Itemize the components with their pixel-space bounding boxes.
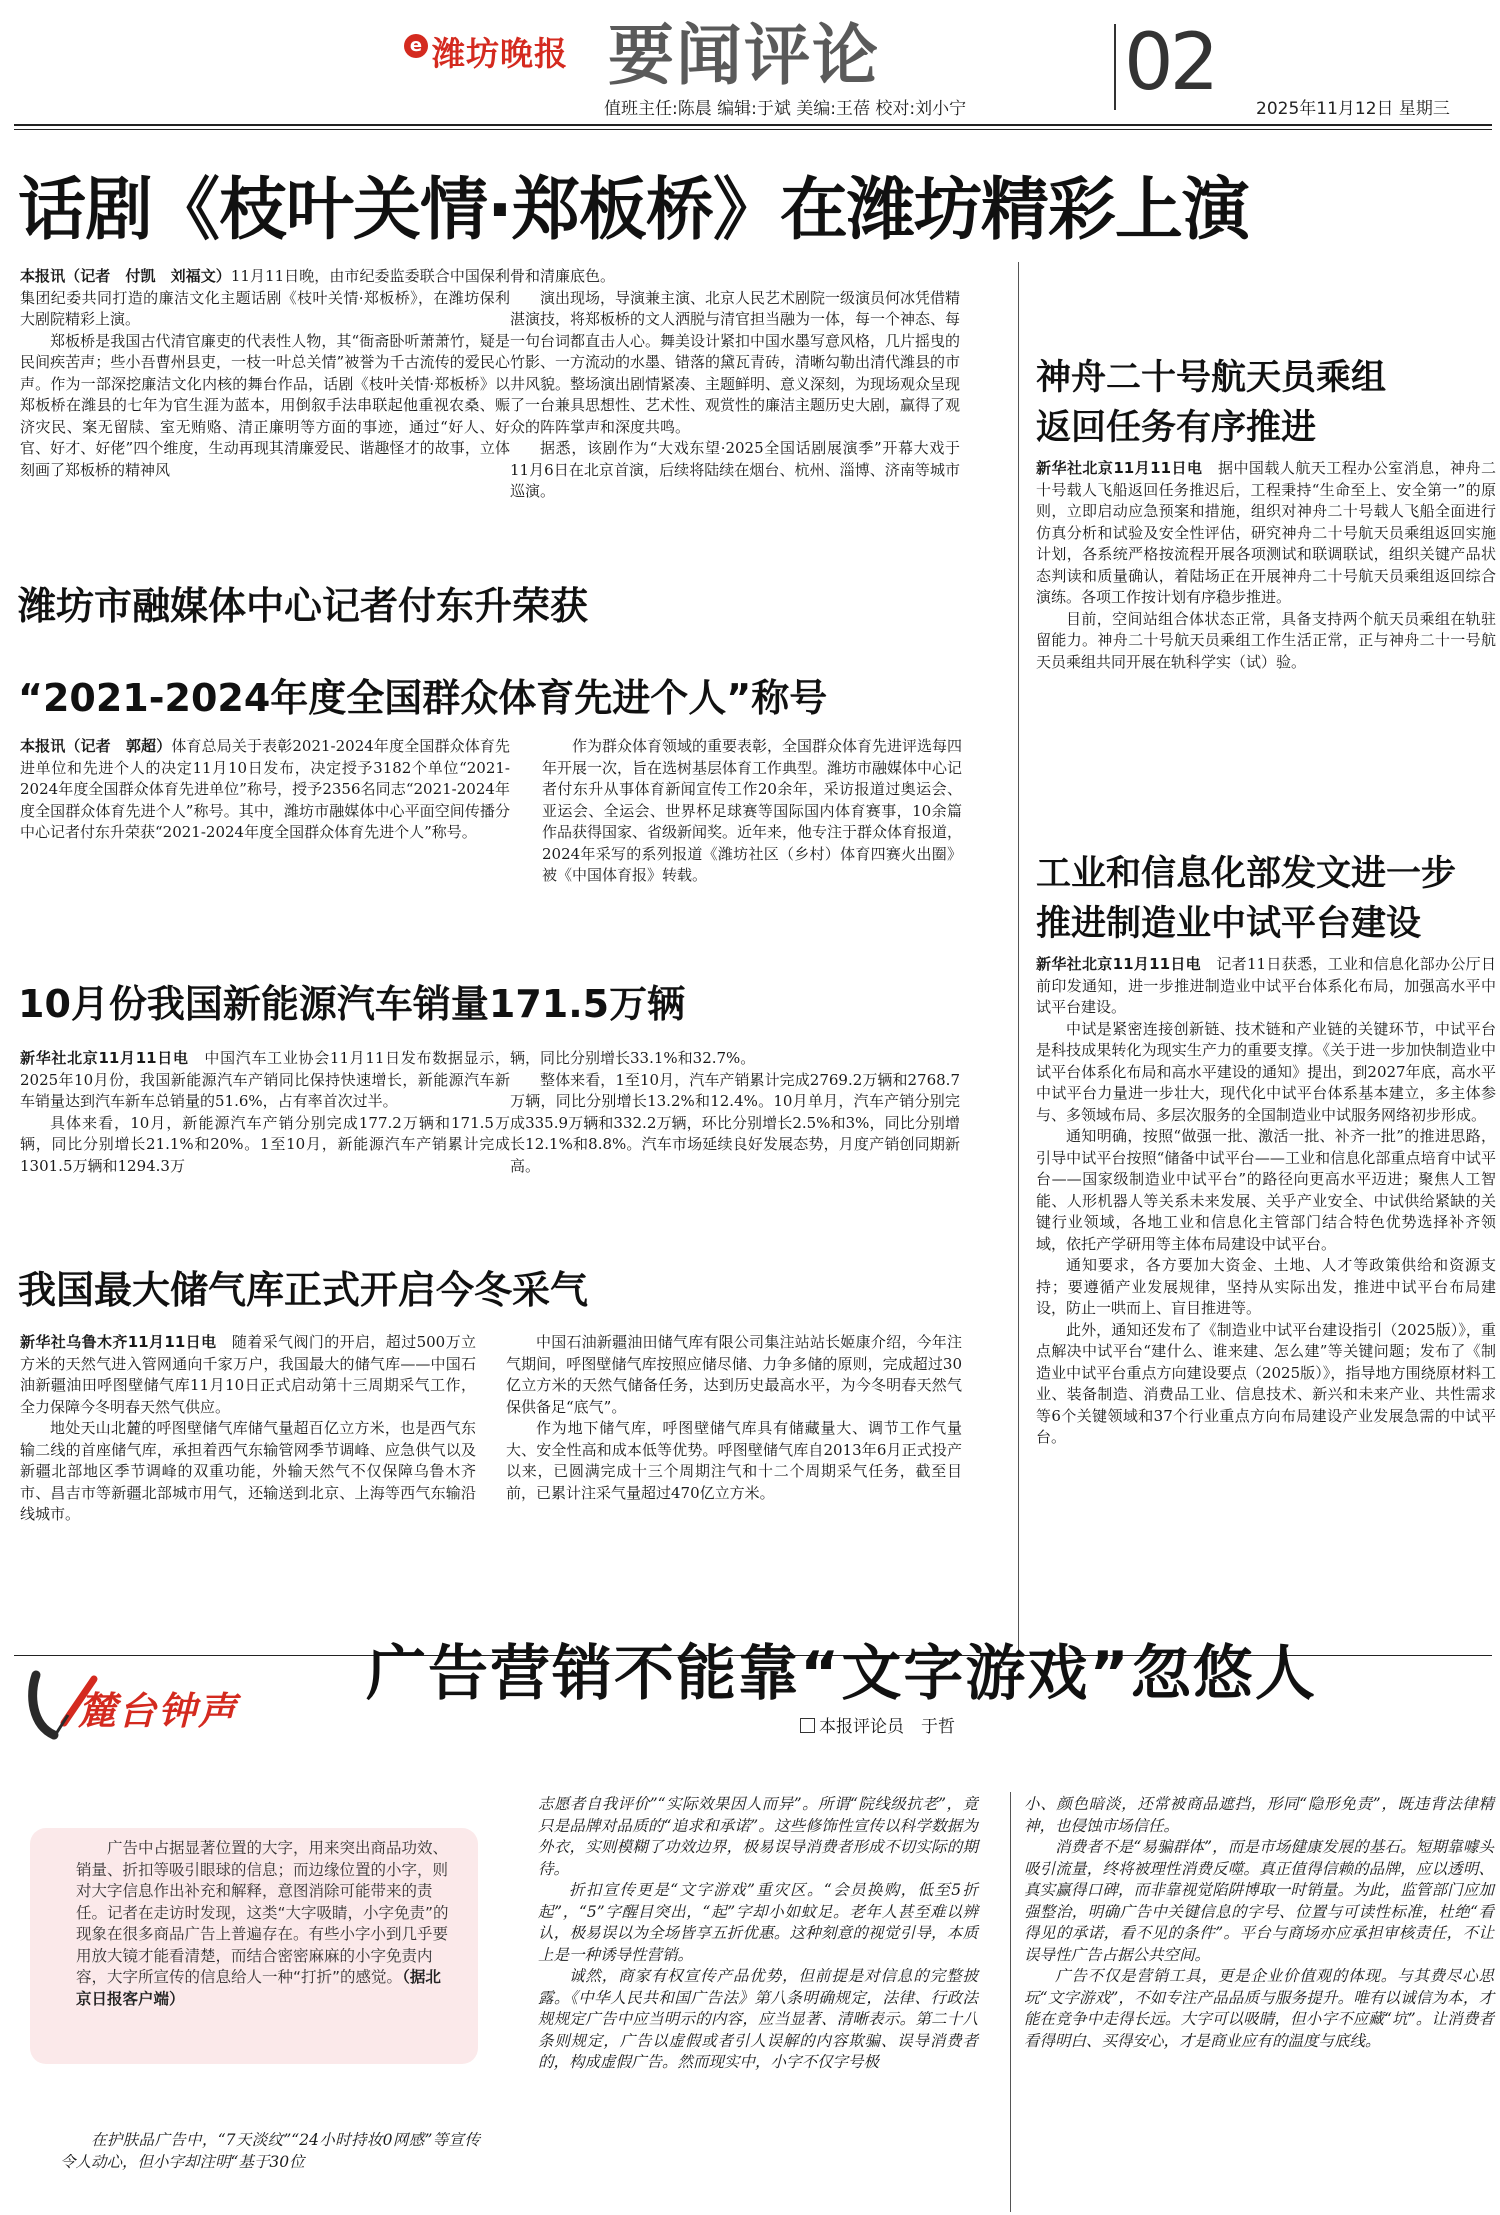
lead-column-1 — [20, 266, 510, 481]
lead-para-3: 骨和清廉底色。 — [510, 267, 616, 285]
gas-byline: 新华社乌鲁木齐11月11日电 — [20, 1333, 217, 1351]
space-column: 新华社北京11月11日电 据中国载人航天工程办公室消息，神舟二十号载人飞船返回任务推迟后，工程秉持“生命至上、安全第一”的原则，立即启动应急预案和措施，组织对神舟二十号载人飞船全面进行仿真分析和试验及安全性评估，研究神舟二十号航天员乘组返回实施计划，各系统严格按流程开展各项测试和联调联试，组织关键产品状态判读和质量确认，着陆场正在开展神舟二十号航天员乘组返回综合演练。各项工作按计划有序稳步推进。 目前，空间站组合体状态正常，具备支持两个航天员乘组在轨驻留能力。神舟二十号航天员乘组工作生活正常，正与神舟二十一号航天员乘组共同开展在轨科学实（试）验。 — [1036, 459, 1496, 671]
issue-date: 2025年11月12日 星期三 — [1256, 99, 1450, 119]
sports-column-2 — [542, 736, 962, 887]
commentary-headline: 广告营销不能靠“文字游戏”忽悠人 — [366, 1639, 1317, 1709]
commentary-author: 本报评论员 于哲 — [800, 1712, 955, 1737]
lead-para-5: 据悉，该剧作为“大戏东望·2025全国话剧展演季”开幕大戏于11月6日在北京首演，后续将陆续在烟台、杭州、淄博、济南等城市巡演。 — [510, 439, 960, 500]
sports-byline: 本报讯（记者 郭超） — [20, 737, 172, 755]
gas-column-1: 新华社乌鲁木齐11月11日电 随着采气阀门的开启，超过500万立方米的天然气进入管网通向千家万户，我国最大的储气库——中国石油新疆油田呼图壁储气库11月10日正式启动第十三周期采气工作，全力保障今冬明春天然气供应。 地处天山北麓的呼图壁储气库储气量超百亿立方米，也是西气东输二线的首座储气库，承担着西气东输管网季节调峰、应急供气以及新疆北部地区季节调峰的双重功能，外输天然气不仅保障乌鲁木齐市、昌吉市等新疆北部城市用气，还输送到北京、上海等西气东输沿线城市。 — [20, 1333, 477, 1523]
newspaper-logo: 潍坊晚报 — [432, 34, 568, 73]
lead-headline: 话剧《枝叶关情·郑板桥》在潍坊精彩上演 — [18, 171, 1249, 250]
sidebar-quote-box — [30, 1828, 478, 2064]
space-headline-1: 神舟二十号航天员乘组 — [1036, 357, 1387, 398]
miit-byline: 新华社北京11月11日电 — [1036, 955, 1202, 973]
nev-byline: 新华社北京11月11日电 — [20, 1049, 189, 1067]
gas-column-2: 中国石油新疆油田储气库有限公司集注站站长姬康介绍，今年注气期间，呼图壁储气库按照应储尽储、力争多储的原则，完成超过30亿立方米的天然气储备任务，达到历史最高水平，为今冬明春天然气保供备足“底气”。 作为地下储气库，呼图壁储气库具有储藏量大、调节工作气量大、安全性高和成本低等优势。呼图壁储气库自2013年6月正式投产以来，已圆满完成十三个周期注气和十二个周期采气任务，截至目前，已累计注采气量超过470亿立方米。 — [506, 1333, 962, 1502]
lead-para-1: 本报讯（记者 付凯 刘福文）11月11日晚，由市纪委监委联合中国保利集团纪委共同打造的廉洁文化主题话剧《枝叶关情·郑板桥》，在潍坊保利大剧院精彩上演。 — [20, 267, 510, 328]
miit-headline-1: 工业和信息化部发文进一步 — [1036, 853, 1457, 894]
commentary-divider — [1010, 1792, 1011, 2212]
nev-column-1: 新华社北京11月11日电 中国汽车工业协会11月11日发布数据显示，2025年10月份，我国新能源汽车产销同比保持快速增长，新能源汽车新车销量达到汽车新车总销量的51.6%，占有率首次过半。 具体来看，10月，新能源汽车产销分别完成177.2万辆和171.5万辆，同比分别增长21.1%和20%。1至10月，新能源汽车产销累计完成1301.5万辆和1294.3万 — [20, 1049, 510, 1175]
logo-mark-icon: e — [404, 34, 428, 58]
masthead-rule-thin — [14, 129, 1492, 130]
sidebar-text: 广告中占据显著位置的大字，用来突出商品功效、销量、折扣等吸引眼球的信息；而边缘位置的小字，则对大字信息作出补充和解释，意图消除可能带来的责任。记者在走访时发现，这类“大字吸睛，小字免责”的现象在很多商品广告上普遍存在。有些小字小到几乎要用放大镜才能看清楚，而结合密密麻麻的小字免责内容，大字所宣传的信息给人一种“打折”的感觉。（据北京日报客户端） — [76, 1839, 449, 2008]
column-divider — [1018, 262, 1019, 1652]
space-headline-2: 返回任务有序推进 — [1036, 407, 1317, 448]
commentary-column-2: 志愿者自我评价”“实际效果因人而异”。所谓“院线级抗老”，竟只是品牌对品质的“追求和承诺”。这些修饰性宣传以科学数据为外衣，实则模糊了功效边界，极易误导消费者形成不切实际的期待。 折扣宣传更是“文字游戏”重灾区。“会员换购，低至5折起”，“5”字醒目突出，“起”字却小如蚊足。老年人甚至难以辨认，极易误以为全场皆享五折优惠。这种刻意的视觉引导，本质上是一种诱导性营销。 诚然，商家有权宣传产品优势，但前提是对信息的完整披露。《中华人民共和国广告法》第八条明确规定，法律、行政法规规定广告中应当明示的内容，应当显著、清晰表示。第二十八条则规定，广告以虚假或者引人误解的内容欺骗、误导消费者的，构成虚假广告。然而现实中，小字不仅字号极 — [538, 1795, 978, 2071]
column-name: 麓台钟声 — [78, 1689, 239, 1733]
sports-para-2: 作为群众体育领域的重要表彰，全国群众体育先进评选每四年开展一次，旨在选树基层体育工作典型。潍坊市融媒体中心记者付东升从事体育新闻宣传工作20余年，采访报道过奥运会、亚运会、全运会、世界杯足球赛等国际国内体育赛事，10余篇作品获得国家、省级新闻奖。近年来，他专注于群众体育报道，2024年采写的系列报道《潍坊社区（乡村）体育四赛火出圈》被《中国体育报》转载。 — [542, 737, 963, 884]
lead-para-2: 郑板桥是我国古代清官廉吏的代表性人物，其“衙斋卧听萧萧竹，疑是民间疾苦声；些小吾曹州县吏，一枝一叶总关情”被誉为千古流传的爱民心声。作为一部深挖廉洁文化内核的舞台作品，话剧《枝叶关情·郑板桥》以郑板桥在潍县的七年为官生涯为蓝本，用倒叙手法串联起他重视农桑、赈济灾民、案无留牍、室无贿赂、清正廉明等方面的事迹，通过“好人、好官、好才、好佬”四个维度，生动再现其清廉爱民、谐趣怪才的故事，立体刻画了郑板桥的精神风 — [20, 331, 510, 479]
space-byline: 新华社北京11月11日电 — [1036, 459, 1203, 477]
page-number: 02 — [1124, 18, 1216, 108]
editor-credits: 值班主任:陈晨 编辑:于斌 美编:王蓓 校对:刘小宁 — [604, 99, 967, 119]
miit-column: 新华社北京11月11日电 记者11日获悉，工业和信息化部办公厅日前印发通知，进一步推进制造业中试平台体系化布局，加强高水平中试平台建设。 中试是紧密连接创新链、技术链和产业链的关键环节，中试平台是科技成果转化为现实生产力的重要支撑。《关于进一步加快制造业中试平台体系化布局和高水平建设的通知》提出，到2027年底，高水平中试平台力量进一步壮大，现代化中试平台体系基本建立，多主体参与、多领域布局、多层次服务的全国制造业中试服务网络初步形成。 通知明确，按照“做强一批、激活一批、补齐一批”的推进思路，引导中试平台按照“储备中试平台——工业和信息化部重点培育中试平台——国家级制造业中试平台”的路径向更高水平迈进；聚焦人工智能、人形机器人等关系未来发展、关乎产业安全、中试供给紧缺的关键行业领域，各地工业和信息化主管部门结合特色优势选择补齐领域，依托产学研用等主体布局建设中试平台。 通知要求，各方要加大资金、土地、人才等政策供给和资源支持；要遵循产业发展规律，坚持从实际出发，推进中试平台布局建设，防止一哄而上、盲目推进等。 此外，通知还发布了《制造业中试平台建设指引（2025版）》，重点解决中试平台“建什么、谁来建、怎么建”等关键问题；发布了《制造业中试平台重点方向建设要点（2025版）》，指导地方围绕原材料工业、装备制造、消费品工业、信息技术、新兴和未来产业、共性需求等6个关键领域和37个行业重点方向布局建设产业发展急需的中试平台。 — [1036, 955, 1496, 1446]
lead-column-2 — [510, 266, 960, 503]
lead-byline: 本报讯（记者 付凯 刘福文） — [20, 267, 231, 285]
sports-headline-2: “2021-2024年度全国群众体育先进个人”称号 — [18, 676, 828, 720]
nev-column-2: 辆，同比分别增长33.1%和32.7%。 整体来看，1至10月，汽车产销累计完成2769.2万辆和2768.7万辆，同比分别增长13.2%和12.4%。10月单月，汽车产销分别完成335.9万辆和332.2万辆，环比分别增长2.5%和3%，同比分别增长12.1%和8.8%。汽车市场延续良好发展态势，月度产销创同期新高。 — [510, 1049, 960, 1175]
miit-headline-2: 推进制造业中试平台建设 — [1036, 903, 1422, 944]
masthead-rule — [14, 124, 1492, 126]
commentary-column-1: 在护肤品广告中，“7天淡纹”“24小时持妆0网感”等宣传令人动心，但小字却注明“基于30位 — [60, 2131, 480, 2171]
sports-column-1: 本报讯（记者 郭超）体育总局关于表彰2021-2024年度全国群众体育先进单位和先进个人的决定11月10日发布，决定授予3182个单位“2021-2024年度全国群众体育先进单位”称号，授予2356名同志“2021-2024年度全国群众体育先进个人”称号。其中，潍坊市融媒体中心平面空间传播分中心记者付东升荣获“2021-2024年度全国群众体育先进个人”称号。 — [20, 737, 510, 841]
section-title: 要闻评论 — [608, 16, 880, 94]
lead-para-4: 演出现场，导演兼主演、北京人民艺术剧院一级演员何冰凭借精湛演技，将郑板桥的文人洒脱与清官担当融为一体，每一个神态、每一句台词都直击人心。舞美设计紧扣中国水墨写意风格，几片摇曳的竹影、一方流动的水墨、错落的黛瓦青砖，清晰勾勒出清代潍县的市井风貌。整场演出剧情紧凑、主题鲜明、意义深刻，为现场观众呈现了一台兼具思想性、艺术性、观赏性的廉洁主题历史大剧，赢得了观众的阵阵掌声和深度共鸣。 — [510, 288, 961, 436]
gas-headline: 我国最大储气库正式开启今冬采气 — [18, 1268, 589, 1312]
commentary-column-3: 小、颜色暗淡，还常被商品遮挡，形同“隐形免责”，既违背法律精神，也侵蚀市场信任。 消费者不是“易骗群体”，而是市场健康发展的基石。短期靠噱头吸引流量，终将被理性消费反噬。真正值得信赖的品牌，应以透明、真实赢得口碑，而非靠视觉陷阱博取一时销量。为此，监管部门应加强整治，明确广告中关键信息的字号、位置与可读性标准，杜绝“看得见的承诺，看不见的条件”。平台与商场亦应承担审核责任，不让误导性广告占据公共空间。 广告不仅是营销工具，更是企业价值观的体现。与其费尽心思玩“文字游戏”，不如专注产品品质与服务提升。唯有以诚信为本，才能在竞争中走得长远。大字可以吸睛，但小字不应藏“坑”。让消费者看得明白、买得安心，才是商业应有的温度与底线。 — [1024, 1795, 1494, 2050]
nev-headline: 10月份我国新能源汽车销量171.5万辆 — [18, 982, 686, 1026]
sports-headline-1: 潍坊市融媒体中心记者付东升荣获 — [18, 584, 589, 628]
sidebar-source: （据北京日报客户端） — [76, 1968, 441, 2008]
